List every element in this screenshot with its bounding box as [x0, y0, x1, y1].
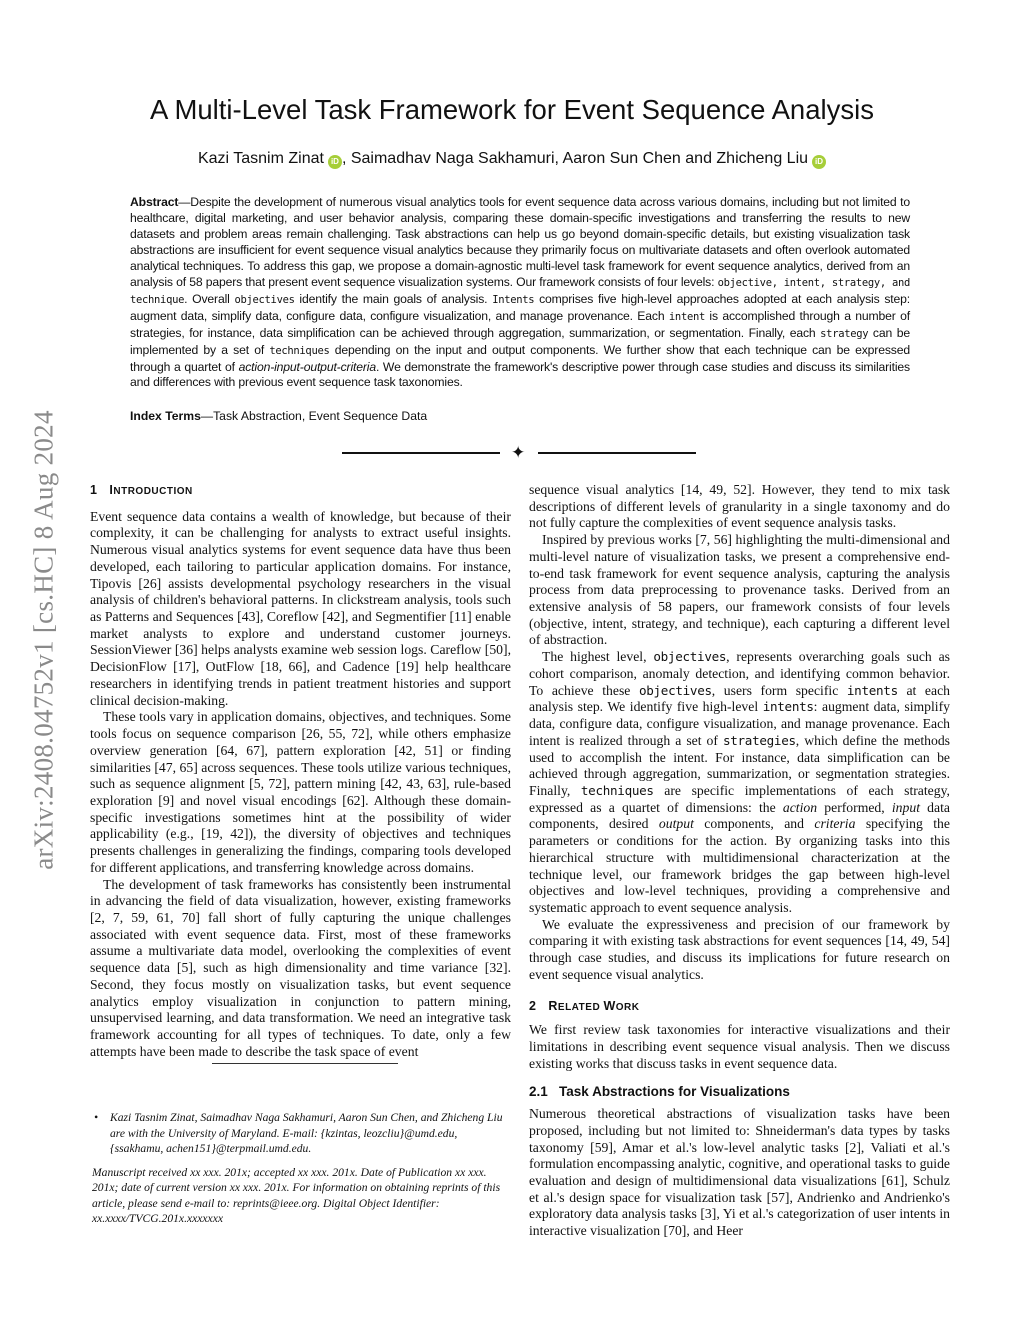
text-run: is accomplished through a number of strategies, for instance, data simplification can be achieved through aggregation, summarization, or segmentation. Finally, each — [130, 308, 910, 340]
paragraph — [529, 917, 950, 984]
paragraph — [529, 482, 950, 532]
arxiv-side-label: arXiv:2408.04752v1 [cs.HC] 8 Aug 2024 — [28, 410, 59, 870]
footnote-rule — [212, 1063, 398, 1064]
code-term: objective, intent, strategy, and technique — [130, 276, 911, 306]
text-run: . We demonstrate the framework's descriptive power through case studies and discuss its similarities and differences with previous event sequence task taxonomies. — [130, 359, 910, 390]
emphasis-text: input — [891, 799, 921, 815]
text-run: , users form specific — [711, 682, 847, 698]
left-column — [90, 482, 511, 1060]
text-run: We evaluate the expressiveness and precision of our framework by comparing it with existing task abstractions for event sequences [14, 49, 54] through case studies, and discuss its implications for future research on event sequence visual analytics. — [529, 916, 950, 982]
text-run: 58 — [189, 274, 203, 289]
paragraph — [90, 877, 511, 1061]
text-run: are specific implementations of each strategy, expressed as a quartet of dimensions: the — [529, 782, 950, 815]
abstract — [130, 195, 910, 391]
code-term: intent — [668, 310, 705, 323]
bold-label: Abstract — [130, 195, 179, 209]
author-name: Kazi Tasnim Zinat — [197, 150, 324, 167]
text-run: depending on the input and output components. We further show that each technique can be expressed through a quartet of — [130, 342, 910, 374]
divider-rule — [538, 452, 696, 454]
code-term: strategies — [722, 732, 796, 748]
text-run: Numerous theoretical abstractions of visualization tasks have been proposed, including but not limited to: Shneiderman's data types by tasks taxonomy [59], Amar et al.'s low-level analytic tasks [2], Valiati et al.'s formulation encompassing analytic, cognitive, and operational tasks to guide evaluation and design of multidimensional data visualizations [61], Schulz et al.'s design space for visualization task [57], Andrienko and Andrienko's exploratory data analysis tasks [3], Yi et al.'s categorization of user intents in interactive visualization [70], and Heer — [529, 1106, 950, 1239]
section-heading-introduction: 1 INTRODUCTION — [90, 483, 193, 497]
subsection-heading: 2.1 Task Abstractions for Visualizations — [529, 1084, 790, 1100]
text-run: performed, — [817, 799, 892, 815]
code-term: objectives — [638, 682, 712, 698]
text-run: can be implemented by a set of — [130, 325, 910, 357]
author-separator: , — [341, 150, 351, 167]
text-run: Event sequence data contains a wealth of knowledge, but because of their complexity, it can be challenging for analysts to extract useful insights. Numerous visual analytics systems for event sequence data have thus been developed, each tailoring to particular application domains. For instance, Tipovis [26] assists developmental psychology researchers in the visual analysis of children's behavioral patterns. In clickstream analysis, tools such as Patterns and Sequences [43], Coreflow [42], and Segmentifier [11] enable market analysts to explore and understand customer journeys. SessionViewer [36] helps analysts examine web session logs. Careflow [50], DecisionFlow [17], OutFlow [18, 66], and Cadence [19] help healthcare researchers in identifying trends in patient treatment histories and support clinical decision-making. — [90, 508, 511, 708]
author-name: Saimadhav Naga Sakhamuri, Aaron Sun Chen and Zhicheng Liu — [350, 150, 809, 167]
divider-rule — [342, 452, 500, 454]
paragraph — [90, 509, 511, 710]
text-run: data components, desired — [529, 799, 950, 832]
code-term: techniques — [269, 344, 330, 357]
text-run: . Overall — [184, 291, 235, 306]
section-heading-related-work: 2 RELATED WORK — [529, 998, 640, 1013]
text-run: identify the main goals of analysis. — [294, 291, 493, 306]
right-column — [529, 482, 950, 1240]
code-term: strategy — [820, 327, 869, 340]
text-run: We first review task taxonomies for interactive visualizations and their limitations in describing event sequence visual analysis. Then we discuss existing works that discuss tasks in event sequence data. — [529, 1022, 950, 1071]
text-run: specifying the parameters or conditions for the action. By organizing tasks into this hierarchical structure with multidimensional characterization at the technique level, our framework bridges the gap between high-level objectives and low-level techniques, providing a comprehensive and systematic approach to event sequence analysis. — [529, 816, 950, 915]
bullet-icon: • — [94, 1111, 99, 1124]
emphasis-text: criteria — [814, 816, 856, 832]
code-term: Intents — [492, 293, 535, 306]
paragraph — [529, 1106, 950, 1240]
text-run: , which define the methods used to accomplish the intent. For instance, data simplification can be achieved through aggregation, summarization, or segmentation strategies. Finally, — [529, 732, 950, 798]
text-run: , represents overarching goals such as cohort comparison, anomaly detection, and identifying common behavior. To achieve these — [529, 649, 950, 698]
manuscript-note: Manuscript received xx xxx. 201x; accepted xx xxx. 201x. Date of Publication xx xxx. 201x; date of current version xx xxx. 201x. For information on obtaining reprints of this article, please send e-mail to: reprints@ieee.org. Digital Object Identifier: xx.xxxx/TVCG.201x.xxxxxxx — [92, 1165, 501, 1225]
index-terms-label: Index Terms — [130, 409, 201, 423]
text-run: : augment data, simplify data, configure data, configure visualization, and manage provenance. Each intent is realized through a set of — [529, 699, 951, 748]
index-terms — [130, 409, 427, 423]
text-run: components, and — [693, 816, 815, 832]
index-terms-text: —Task Abstraction, Event Sequence Data — [200, 409, 428, 423]
text-run: sequence visual analytics [14, 49, 52]. However, they tend to mix task descriptions of different levels of granularity in a single taxonomy and do not fully capture the complexities of event sequence analysis tasks. — [529, 482, 950, 531]
text-run: These tools vary in application domains, objectives, and techniques. Some tools focus on sequence comparison [26, 55, 72], while others emphasize overview generation [64, 67], pattern exploration [42, 51] or finding similarities [47, 65] across sequences. These tools utilize various techniques, such as sequence alignment [5, 72], pattern mining [42, 43, 63], rule-based exploration [9] and novel visual encodings [62]. Although these domain-specific investigations sometimes hint at the possibility of wider applicability (e.g., [19, 42]), the diversity of objectives and techniques presents challenges in generalizing the findings, comparing tools developed for different applications, and transferring knowledge across domains. — [90, 709, 511, 875]
paper-title: A Multi-Level Task Framework for Event Sequence Analysis — [150, 94, 874, 125]
orcid-icon[interactable]: iD — [812, 155, 826, 169]
paragraph — [529, 649, 950, 917]
emphasis-text: action-input-output-criteria — [238, 359, 376, 374]
code-term: objectives — [234, 293, 295, 306]
affiliation-note: Kazi Tasnim Zinat, Saimadhav Naga Sakhamuri, Aaron Sun Chen, and Zhicheng Liu are with the University of Maryland. E-mail: {kzintas, leozcliu}@umd.edu, {ssakhamu, achen151}@terpmail.umd.edu. — [110, 1111, 503, 1155]
code-term: techniques — [580, 782, 654, 798]
footnotes — [90, 1110, 510, 1227]
author-list — [0, 150, 1024, 169]
text-run: papers that present event sequence visualization systems. Our framework consists of four levels: — [202, 274, 718, 289]
paragraph — [529, 1022, 950, 1072]
text-run: at each analysis step. We identify five high-level — [529, 682, 950, 715]
text-run: —Despite the development of numerous visual analytics tools for event sequence data across various domains, including but not limited to healthcare, digital marketing, and user behavior analysis, comparing these domain-specific investigations and transferring the results to new datasets and problem areas remain challenging. Task abstractions can help us go beyond domain-specific details, but existing visualization task abstractions are insufficient for event sequence visual analytics because they primarily focus on multivariate datasets and often overlook automated analytical techniques. To address this gap, we propose a domain-agnostic multi-level task framework for event sequence analytics, derived from an analysis of — [130, 195, 910, 289]
text-run: The highest level, — [542, 649, 654, 665]
code-term: objectives — [653, 649, 727, 665]
code-term: intents — [762, 699, 814, 715]
divider-diamond-icon: ✦ — [511, 443, 526, 462]
text-run: Inspired by previous works [7, 56] highlighting the multi-dimensional and multi-level nature of visualization tasks, we present a comprehensive end-to-end task framework for event sequence analysis, capturing the analysis process from data preprocessing to provenance tasks. Derived from an extensive analysis of 58 papers, our framework consists of four levels (objective, intent, strategy, and technique), each capturing a different level of abstraction. — [529, 532, 950, 648]
text-run: The development of task frameworks has consistently been instrumental in advancing the field of data visualization, however, existing frameworks [2, 7, 59, 61, 70] fall short of fully capturing the unique challenges associated with event sequence data. First, most of these frameworks assume a multivariate data model, overlooking the complexities of event sequence data [5], such as high dimensionality and time variance [32]. Second, they focus mostly on visualization tasks, but event sequence analytics employ visualization in conjunction to pattern mining, unsupervised learning, and data transformation. We need an integrative task framework accounting for all types of techniques. To date, only a few attempts have been made to describe the task space of event — [90, 876, 511, 1059]
orcid-icon[interactable]: iD — [328, 155, 342, 169]
emphasis-text: action — [782, 799, 818, 815]
code-term: intents — [846, 682, 898, 698]
text-run: comprises five high-level approaches adopted at each analysis step: augment data, simplify data, configure data, configure visualization, and manage provenance. Each — [130, 291, 910, 323]
paragraph — [90, 709, 511, 876]
emphasis-text: output — [658, 816, 694, 832]
paragraph — [529, 532, 950, 649]
